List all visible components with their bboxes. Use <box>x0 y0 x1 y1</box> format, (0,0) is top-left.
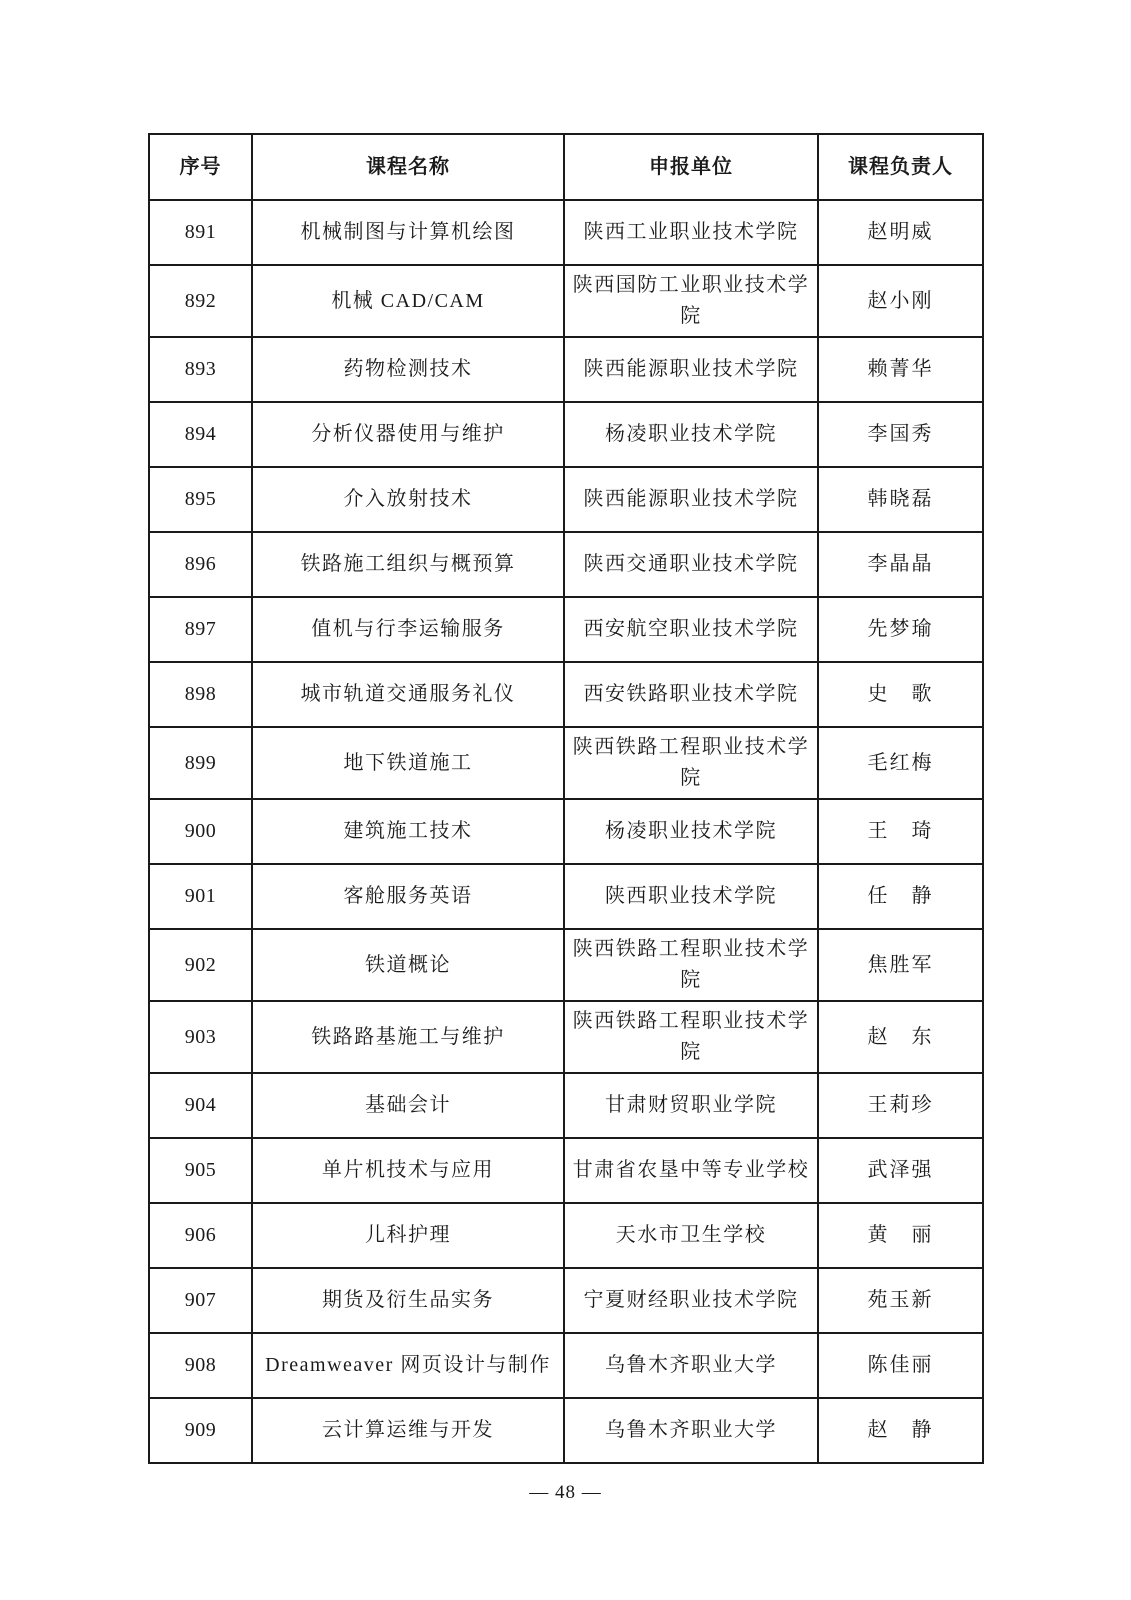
table-row <box>149 467 983 532</box>
header-course-name: 课程名称 <box>252 134 564 200</box>
table-row <box>149 1073 983 1138</box>
table-row <box>149 1203 983 1268</box>
course-leader-cell: 王 琦 <box>818 799 983 864</box>
course-table <box>148 133 984 1464</box>
course-name-cell: 地下铁道施工 <box>252 727 564 799</box>
table-row <box>149 1138 983 1203</box>
serial-number-cell: 892 <box>149 265 252 337</box>
serial-number-cell: 905 <box>149 1138 252 1203</box>
applicant-org-cell: 乌鲁木齐职业大学 <box>564 1398 818 1463</box>
course-leader-cell: 武泽强 <box>818 1138 983 1203</box>
header-serial-number: 序号 <box>149 134 252 200</box>
course-name-cell: 儿科护理 <box>252 1203 564 1268</box>
course-leader-cell: 任 静 <box>818 864 983 929</box>
course-name-cell: 城市轨道交通服务礼仪 <box>252 662 564 727</box>
applicant-org-cell: 乌鲁木齐职业大学 <box>564 1333 818 1398</box>
course-name-cell: 期货及衍生品实务 <box>252 1268 564 1333</box>
serial-number-cell: 896 <box>149 532 252 597</box>
course-leader-cell: 苑玉新 <box>818 1268 983 1333</box>
serial-number-cell: 891 <box>149 200 252 265</box>
table-row <box>149 727 983 799</box>
applicant-org-cell: 杨凌职业技术学院 <box>564 402 818 467</box>
applicant-org-cell: 陕西职业技术学院 <box>564 864 818 929</box>
course-table-container <box>148 133 982 1464</box>
table-row <box>149 799 983 864</box>
table-row <box>149 1268 983 1333</box>
course-name-cell: 铁路施工组织与概预算 <box>252 532 564 597</box>
applicant-org-cell: 陕西交通职业技术学院 <box>564 532 818 597</box>
course-name-cell: Dreamweaver 网页设计与制作 <box>252 1333 564 1398</box>
course-leader-cell: 先梦瑜 <box>818 597 983 662</box>
course-name-cell: 云计算运维与开发 <box>252 1398 564 1463</box>
course-name-cell: 机械制图与计算机绘图 <box>252 200 564 265</box>
applicant-org-cell: 陕西国防工业职业技术学院 <box>564 265 818 337</box>
course-leader-cell: 史 歌 <box>818 662 983 727</box>
serial-number-cell: 906 <box>149 1203 252 1268</box>
serial-number-cell: 903 <box>149 1001 252 1073</box>
course-leader-cell: 毛红梅 <box>818 727 983 799</box>
applicant-org-cell: 甘肃财贸职业学院 <box>564 1073 818 1138</box>
page-number: — 48 — <box>529 1482 602 1503</box>
applicant-org-cell: 宁夏财经职业技术学院 <box>564 1268 818 1333</box>
table-row <box>149 864 983 929</box>
serial-number-cell: 902 <box>149 929 252 1001</box>
applicant-org-cell: 西安铁路职业技术学院 <box>564 662 818 727</box>
table-row <box>149 532 983 597</box>
course-name-cell: 基础会计 <box>252 1073 564 1138</box>
table-row <box>149 662 983 727</box>
table-row <box>149 402 983 467</box>
applicant-org-cell: 陕西铁路工程职业技术学院 <box>564 929 818 1001</box>
applicant-org-cell: 陕西能源职业技术学院 <box>564 467 818 532</box>
applicant-org-cell: 陕西铁路工程职业技术学院 <box>564 727 818 799</box>
serial-number-cell: 893 <box>149 337 252 402</box>
applicant-org-cell: 甘肃省农垦中等专业学校 <box>564 1138 818 1203</box>
serial-number-cell: 909 <box>149 1398 252 1463</box>
course-leader-cell: 赵 静 <box>818 1398 983 1463</box>
table-header <box>149 134 983 200</box>
course-leader-cell: 王莉珍 <box>818 1073 983 1138</box>
course-name-cell: 值机与行李运输服务 <box>252 597 564 662</box>
table-row <box>149 1001 983 1073</box>
serial-number-cell: 904 <box>149 1073 252 1138</box>
applicant-org-cell: 杨凌职业技术学院 <box>564 799 818 864</box>
course-name-cell: 分析仪器使用与维护 <box>252 402 564 467</box>
serial-number-cell: 901 <box>149 864 252 929</box>
table-header-row <box>149 134 983 200</box>
course-name-cell: 铁路路基施工与维护 <box>252 1001 564 1073</box>
serial-number-cell: 899 <box>149 727 252 799</box>
serial-number-cell: 897 <box>149 597 252 662</box>
table-row <box>149 597 983 662</box>
table-row <box>149 200 983 265</box>
serial-number-cell: 908 <box>149 1333 252 1398</box>
course-leader-cell: 焦胜军 <box>818 929 983 1001</box>
serial-number-cell: 907 <box>149 1268 252 1333</box>
table-row <box>149 265 983 337</box>
table-row <box>149 929 983 1001</box>
course-name-cell: 单片机技术与应用 <box>252 1138 564 1203</box>
applicant-org-cell: 西安航空职业技术学院 <box>564 597 818 662</box>
course-name-cell: 机械 CAD/CAM <box>252 265 564 337</box>
header-course-leader: 课程负责人 <box>818 134 983 200</box>
applicant-org-cell: 陕西能源职业技术学院 <box>564 337 818 402</box>
applicant-org-cell: 陕西铁路工程职业技术学院 <box>564 1001 818 1073</box>
course-leader-cell: 韩晓磊 <box>818 467 983 532</box>
course-leader-cell: 赖菁华 <box>818 337 983 402</box>
applicant-org-cell: 天水市卫生学校 <box>564 1203 818 1268</box>
table-body <box>149 200 983 1463</box>
serial-number-cell: 898 <box>149 662 252 727</box>
table-row <box>149 1333 983 1398</box>
course-leader-cell: 赵明威 <box>818 200 983 265</box>
course-leader-cell: 陈佳丽 <box>818 1333 983 1398</box>
course-name-cell: 客舱服务英语 <box>252 864 564 929</box>
serial-number-cell: 895 <box>149 467 252 532</box>
course-leader-cell: 赵小刚 <box>818 265 983 337</box>
course-name-cell: 铁道概论 <box>252 929 564 1001</box>
serial-number-cell: 900 <box>149 799 252 864</box>
course-leader-cell: 李国秀 <box>818 402 983 467</box>
table-row <box>149 337 983 402</box>
course-leader-cell: 李晶晶 <box>818 532 983 597</box>
course-leader-cell: 赵 东 <box>818 1001 983 1073</box>
course-name-cell: 药物检测技术 <box>252 337 564 402</box>
table-row <box>149 1398 983 1463</box>
applicant-org-cell: 陕西工业职业技术学院 <box>564 200 818 265</box>
serial-number-cell: 894 <box>149 402 252 467</box>
course-leader-cell: 黄 丽 <box>818 1203 983 1268</box>
course-name-cell: 建筑施工技术 <box>252 799 564 864</box>
course-name-cell: 介入放射技术 <box>252 467 564 532</box>
header-applicant-org: 申报单位 <box>564 134 818 200</box>
